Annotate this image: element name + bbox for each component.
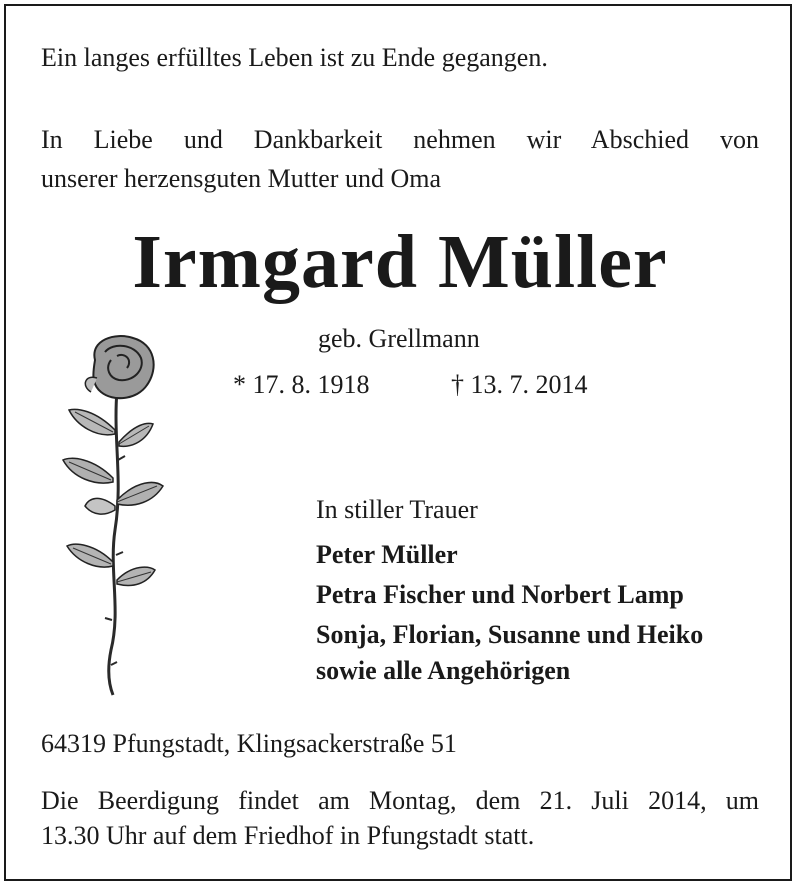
mourning-heading: In stiller Trauer <box>316 495 478 524</box>
mourner-name: sowie alle Angehörigen <box>316 656 571 685</box>
funeral-line: Die Beerdigung findet am Montag, dem 21. Juli 2014, um <box>41 786 759 815</box>
birth-date: * 17. 8. 1918 <box>233 370 370 399</box>
intro-line: Ein langes erfülltes Leben ist zu Ende gegangen. <box>41 43 548 72</box>
address: 64319 Pfungstadt, Klingsackerstraße 51 <box>41 729 457 758</box>
rose-icon <box>55 330 175 700</box>
mourner-name: Peter Müller <box>316 540 458 569</box>
death-date: † 13. 7. 2014 <box>451 370 588 399</box>
mourner-name: Sonja, Florian, Susanne und Heiko <box>316 620 704 649</box>
intro-farewell-line: In Liebe und Dankbarkeit nehmen wir Abschied von <box>41 125 759 154</box>
deceased-name: Irmgard Müller <box>132 220 668 304</box>
maiden-name: geb. Grellmann <box>318 324 480 353</box>
intro-relation-line: unserer herzensguten Mutter und Oma <box>41 164 441 193</box>
mourner-name: Petra Fischer und Norbert Lamp <box>316 580 684 609</box>
funeral-line: 13.30 Uhr auf dem Friedhof in Pfungstadt statt. <box>41 821 535 850</box>
